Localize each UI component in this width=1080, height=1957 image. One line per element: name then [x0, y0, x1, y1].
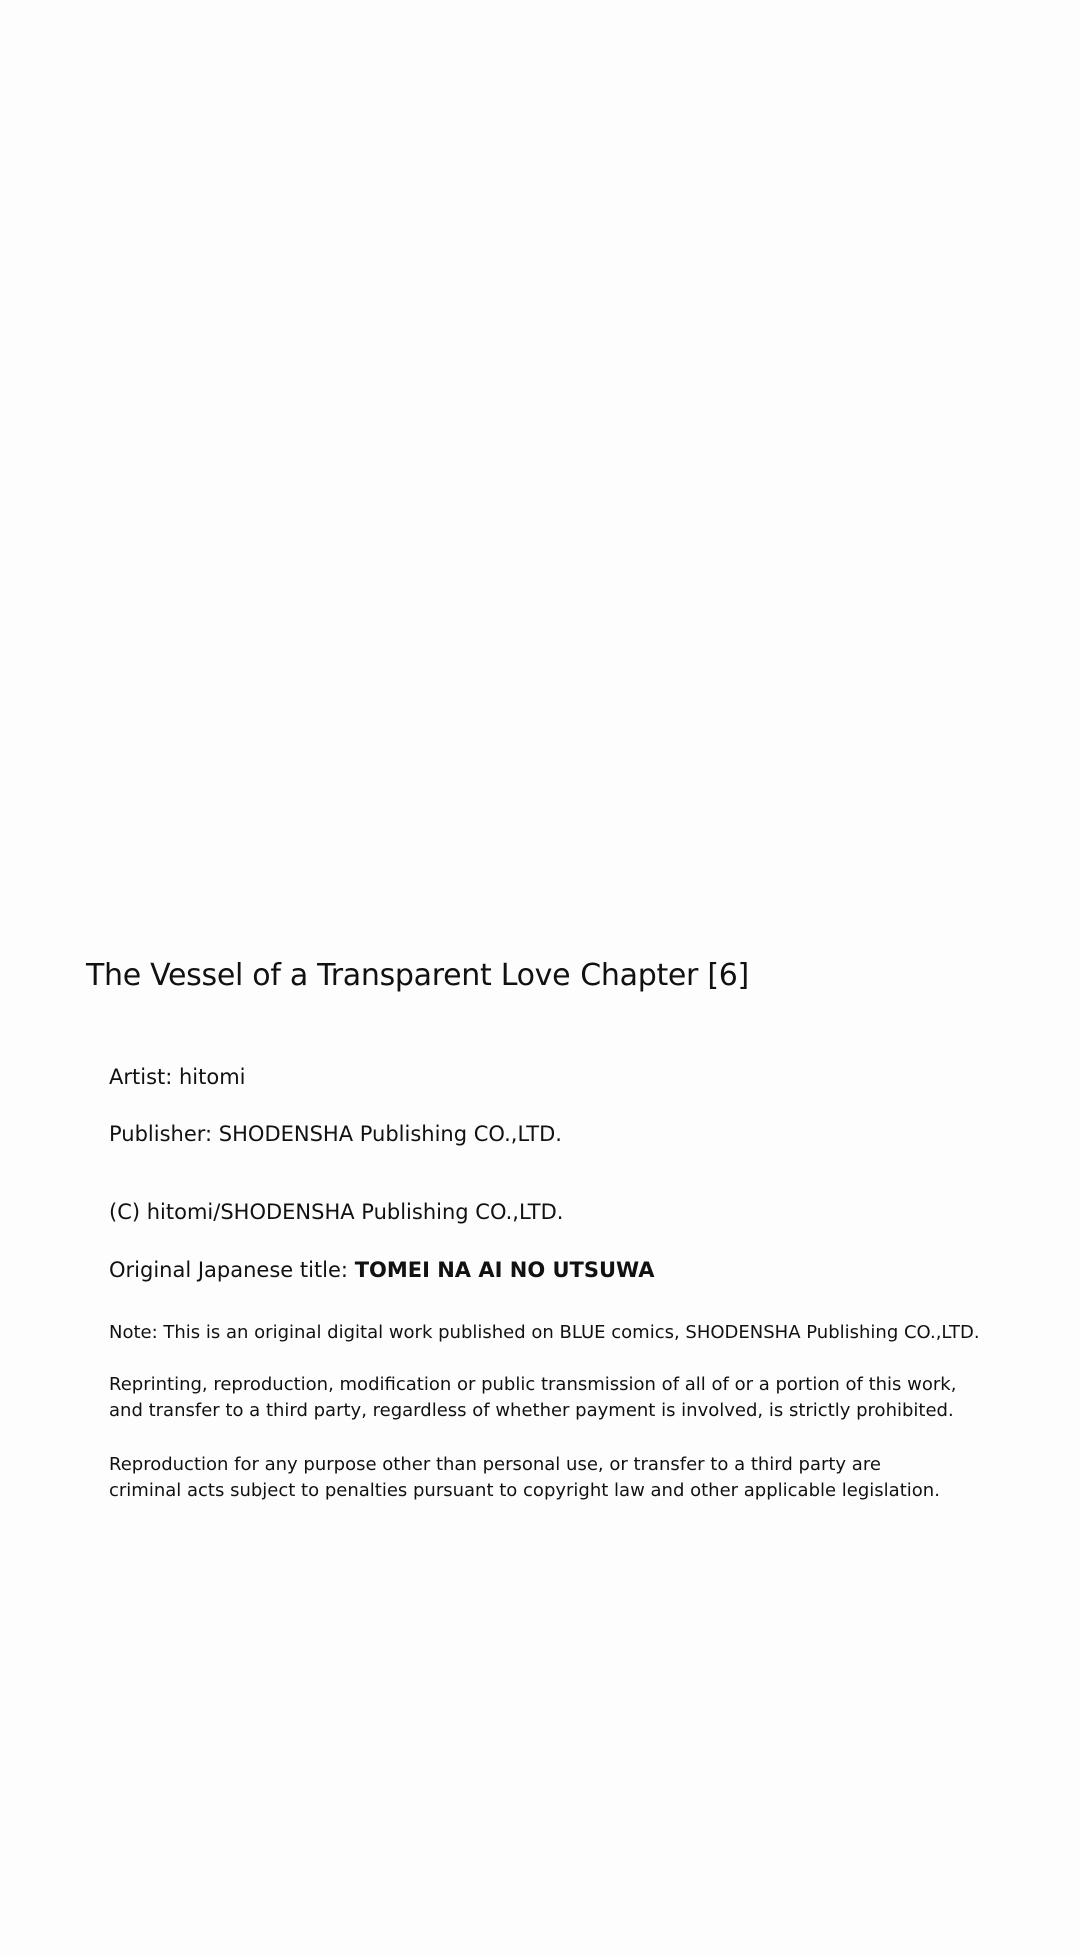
copyright-line: (C) hitomi/SHODENSHA Publishing CO.,LTD.	[109, 1200, 564, 1224]
title-main: The Vessel of a Transparent Love	[86, 958, 571, 993]
artist-line: Artist: hitomi	[109, 1065, 246, 1089]
page-title	[86, 958, 749, 993]
reprint-notice-line-1: Reprinting, reproduction, modification or public transmission of all of or a portion of this work,	[109, 1374, 957, 1395]
reproduction-notice-line-2: criminal acts subject to penalties pursuant to copyright law and other applicable legislation.	[109, 1480, 940, 1501]
title-chapter: Chapter [6]	[580, 958, 749, 993]
publisher-line: Publisher: SHODENSHA Publishing CO.,LTD.	[109, 1122, 562, 1146]
digital-work-note: Note: This is an original digital work published on BLUE comics, SHODENSHA Publishing CO.,LTD.	[109, 1322, 980, 1343]
reprint-notice	[109, 1372, 956, 1424]
original-title-value: TOMEI NA AI NO UTSUWA	[354, 1258, 655, 1282]
original-title-label: Original Japanese title:	[109, 1258, 355, 1282]
reproduction-notice	[109, 1452, 940, 1504]
reproduction-notice-line-1: Reproduction for any purpose other than personal use, or transfer to a third party are	[109, 1454, 881, 1475]
original-title-line	[109, 1258, 655, 1282]
reprint-notice-line-2: and transfer to a third party, regardless of whether payment is involved, is strictly prohibited.	[109, 1400, 954, 1421]
